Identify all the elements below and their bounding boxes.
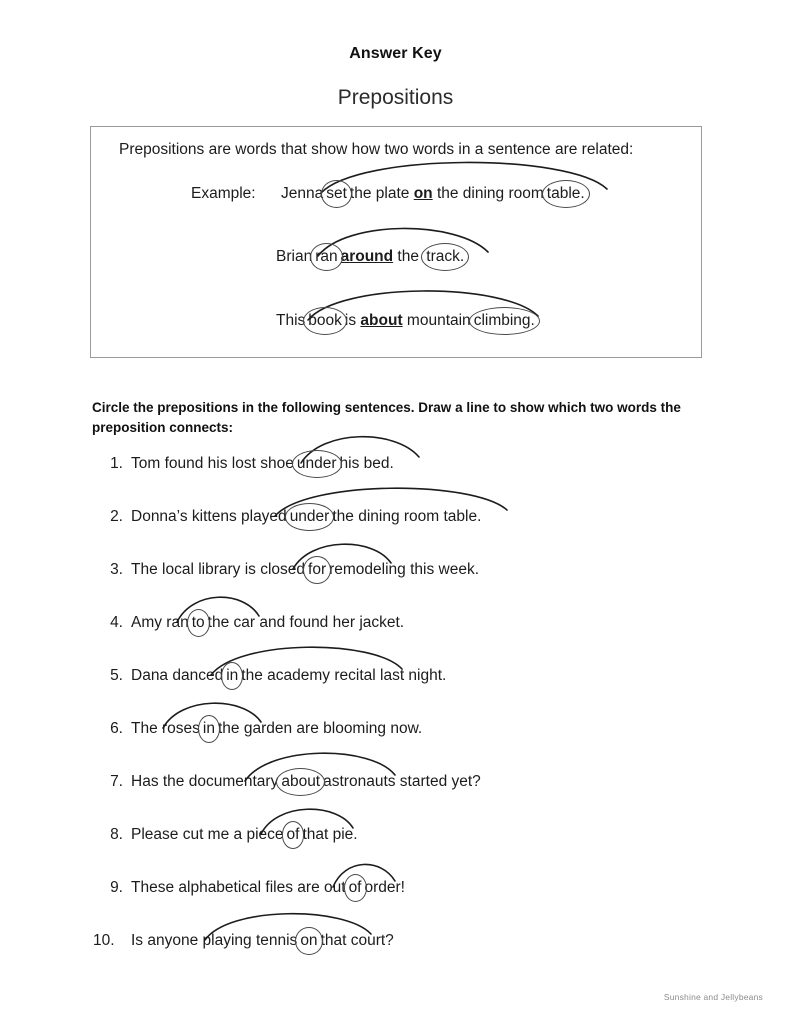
question-4-before: Amy ran (131, 614, 189, 631)
question-row-10 (93, 932, 733, 985)
question-5-before: Dana danced (131, 667, 224, 684)
question-6-before: The roses (131, 720, 200, 737)
page-title: Prepositions (337, 86, 454, 109)
example-2-circled-right (423, 248, 467, 266)
example-3-circled-right-word: climbing. (473, 312, 535, 329)
example-1-before: Jenna (281, 185, 324, 202)
question-7-number: 7. (110, 773, 123, 790)
question-9-preposition-word: of (348, 879, 362, 896)
example-1-mid-after: the dining room (432, 185, 544, 202)
question-6-after: the garden are blooming now. (218, 720, 423, 737)
question-5-preposition-word: in (226, 667, 239, 684)
question-9-before: These alphabetical files are out (131, 879, 346, 896)
example-sentence-1-text (281, 185, 588, 203)
question-6-circled-preposition[interactable] (200, 720, 218, 738)
footer-credit: Sunshine and Jellybeans (663, 992, 763, 1002)
example-1-preposition: on (413, 185, 433, 202)
question-row-9 (93, 879, 733, 932)
question-10-number: 10. (93, 932, 115, 949)
question-10-circled-preposition[interactable] (297, 932, 320, 950)
question-10-after: that court? (320, 932, 394, 949)
question-5-circled-preposition[interactable] (223, 667, 241, 685)
instructions-text: Circle the prepositions in the following sentences. Draw a line to show which two words the preposition connects: (92, 400, 681, 435)
question-1-sentence (131, 455, 394, 473)
example-sentence-2 (276, 248, 467, 266)
question-1-before: Tom found his lost shoe (131, 455, 294, 472)
question-3-sentence (131, 561, 479, 579)
question-8-sentence (131, 826, 358, 844)
question-5-sentence (131, 667, 446, 685)
question-3-number: 3. (110, 561, 123, 578)
question-1-after: his bed. (339, 455, 394, 472)
question-row-5 (93, 667, 733, 720)
question-8-after: that pie. (302, 826, 358, 843)
question-row-1 (93, 455, 733, 508)
answer-key-label: Answer Key (349, 45, 442, 62)
example-sentence-1 (281, 185, 588, 203)
question-4-number: 4. (110, 614, 123, 631)
question-1-number: 1. (110, 455, 123, 472)
question-1-circled-preposition[interactable] (294, 455, 340, 473)
example-2-before: Brian (276, 248, 313, 265)
example-2-mid-after: the (393, 248, 424, 265)
question-7-before: Has the documentary (131, 773, 279, 790)
question-2-before: Donna’s kittens played (131, 508, 287, 525)
example-1-circled-left (323, 185, 350, 203)
example-2-preposition: around (340, 248, 394, 265)
question-10-before: Is anyone playing tennis (131, 932, 298, 949)
question-2-sentence (131, 508, 481, 526)
question-9-circled-preposition[interactable] (346, 879, 365, 897)
question-row-6 (93, 720, 733, 773)
example-3-preposition: about (360, 312, 403, 329)
question-1-preposition-word: under (296, 455, 337, 472)
definition-text: Prepositions are words that show how two words in a sentence are related: (119, 141, 634, 158)
question-4-preposition-word: to (191, 614, 205, 631)
example-1-mid-before: the plate (349, 185, 414, 202)
question-9-number: 9. (110, 879, 123, 896)
question-row-8 (93, 826, 733, 879)
question-2-after: the dining room table. (332, 508, 482, 525)
example-sentence-3 (276, 312, 538, 330)
question-7-sentence (131, 773, 481, 791)
example-sentence-3-text (276, 312, 538, 330)
question-10-sentence (131, 932, 394, 950)
question-row-7 (93, 773, 733, 826)
question-10-preposition-word: on (300, 932, 318, 949)
question-9-after: order! (364, 879, 405, 896)
example-2-circled-right-word: track. (426, 248, 465, 265)
question-4-after: the car and found her jacket. (207, 614, 405, 631)
question-row-2 (93, 508, 733, 561)
example-1-circled-right (544, 185, 588, 203)
question-8-before: Please cut me a piece (131, 826, 284, 843)
question-row-3 (93, 561, 733, 614)
question-3-before: The local library is closed (131, 561, 306, 578)
question-6-sentence (131, 720, 422, 738)
question-6-preposition-word: in (202, 720, 215, 737)
example-3-circled-right (471, 312, 538, 330)
question-4-circled-preposition[interactable] (189, 614, 208, 632)
question-7-preposition-word: about (281, 773, 321, 790)
example-3-circled-left (305, 312, 345, 330)
example-2-circled-left (312, 248, 340, 266)
definition-box (90, 126, 702, 358)
question-8-number: 8. (110, 826, 123, 843)
question-5-after: the academy recital last night. (241, 667, 447, 684)
example-3-before: This (276, 312, 306, 329)
example-3-mid-before: is (344, 312, 361, 329)
question-3-preposition-word: for (308, 561, 327, 578)
question-7-circled-preposition[interactable] (278, 773, 323, 791)
example-3-circled-left-word: book (308, 312, 342, 329)
example-1-circled-left-word: set (326, 185, 347, 202)
example-sentence-2-text (276, 248, 467, 266)
question-3-circled-preposition[interactable] (305, 561, 329, 579)
question-2-preposition-word: under (289, 508, 330, 525)
question-9-sentence (131, 879, 405, 897)
example-2-circled-left-word: ran (315, 248, 338, 265)
question-5-number: 5. (110, 667, 123, 684)
question-3-after: remodeling this week. (329, 561, 480, 578)
question-6-number: 6. (110, 720, 123, 737)
question-2-number: 2. (110, 508, 123, 525)
example-label: Example: (191, 185, 256, 202)
question-7-after: astronauts started yet? (323, 773, 481, 790)
question-4-sentence (131, 614, 404, 632)
question-2-circled-preposition[interactable] (287, 508, 333, 526)
question-8-preposition-word: of (286, 826, 300, 843)
example-3-mid-after: mountain (402, 312, 471, 329)
question-row-4 (93, 614, 733, 667)
question-8-circled-preposition[interactable] (284, 826, 303, 844)
example-1-circled-right-word: table. (546, 185, 585, 202)
